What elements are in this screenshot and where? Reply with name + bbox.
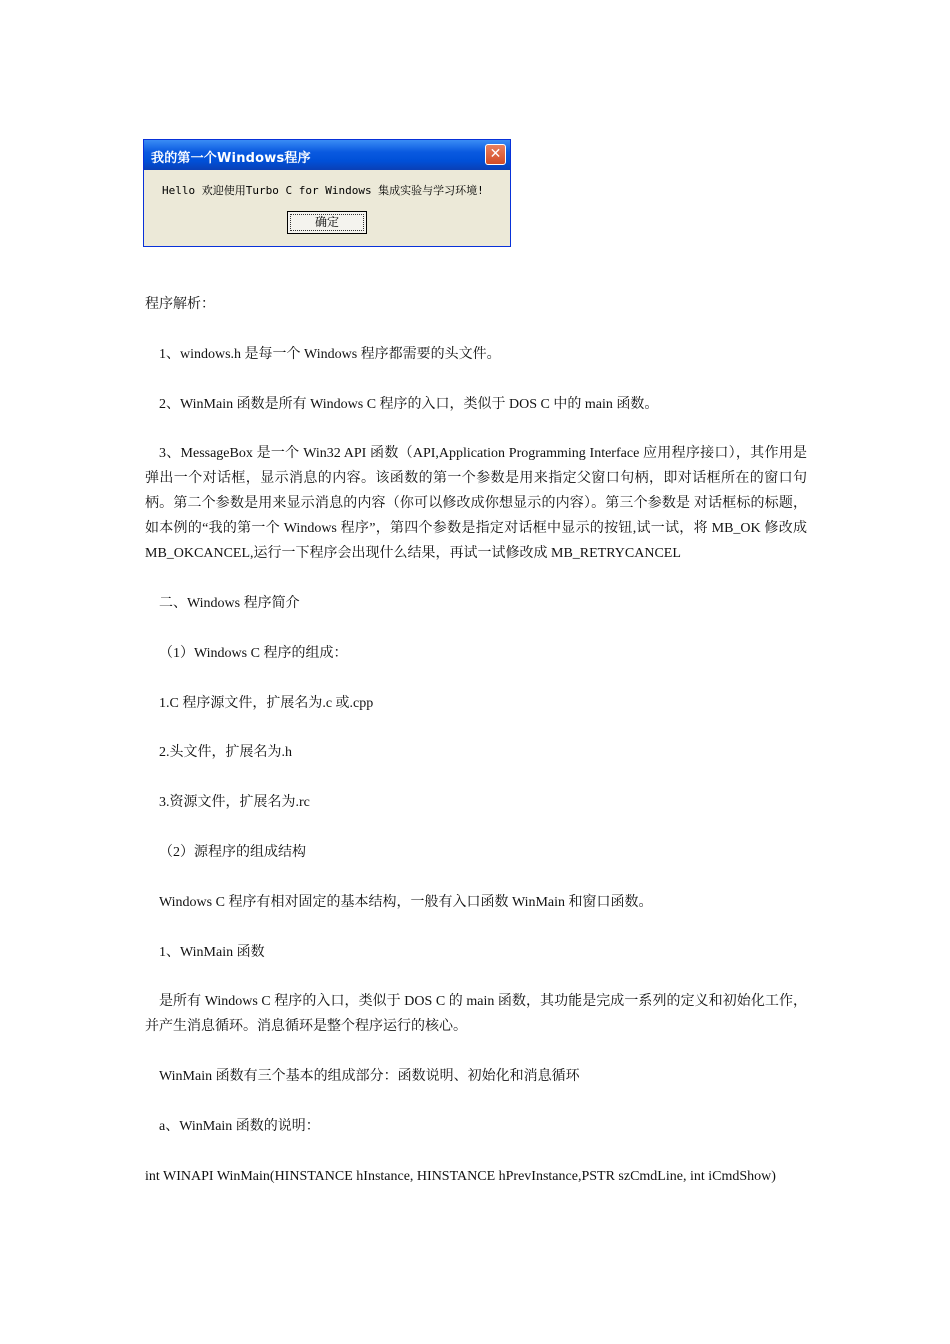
paragraph-winmain-parts: WinMain 函数有三个基本的组成部分：函数说明、初始化和消息循环 [159,1069,580,1084]
dialog-title: 我的第一个Windows程序 [151,151,311,166]
message-box-dialog [143,139,511,247]
close-icon[interactable]: ✕ [485,144,506,165]
subheading-source-structure: （2）源程序的组成结构 [159,845,306,860]
list-item-source-file: 1.C 程序源文件，扩展名为.c 或.cpp [159,696,374,711]
code-winmain-signature: int WINAPI WinMain(HINSTANCE hInstance, HINSTANCE hPrevInstance,PSTR szCmdLine, int iCmdShow) [145,1169,776,1184]
list-item-resource-file: 3.资源文件，扩展名为.rc [159,795,310,810]
paragraph-basic-structure: Windows C 程序有相对固定的基本结构，一般有入口函数 WinMain 和窗口函数。 [159,895,653,910]
subheading-winmain: 1、WinMain 函数 [159,945,265,960]
paragraph-messagebox: 3、MessageBox 是一个 Win32 API 函数（API,Application Programming Interface 应用程序接口），其作用是弹出一个对话框，显示消息的内容。该函数的第一个参数是用来指定父窗口句柄，即对话框所在的窗口句柄。第二个参数是用来显示消息的内容（你可以修改成你想显示的内容）。第三个参数是 对话框标的标题，如本例的“我的第一个 Windows 程序”，第四个参数是指定对话框中显示的按钮,试一试，将 MB_OK 修改成 MB_OKCANCEL,运行一下程序会出现什么结果，再试一试修改成 MB_RETRYCANCEL [145,446,807,561]
dialog-message: Hello 欢迎使用Turbo C for Windows 集成实验与学习环境! [162,184,484,197]
subheading-program-composition: （1）Windows C 程序的组成： [159,646,348,661]
paragraph-windows-h: 1、windows.h 是每一个 Windows 程序都需要的头文件。 [159,347,501,362]
list-item-header-file: 2.头文件，扩展名为.h [159,745,292,760]
paragraph-winmain-entry: 2、WinMain 函数是所有 Windows C 程序的入口，类似于 DOS C 中的 main 函数。 [159,397,659,412]
dialog-title-bar[interactable] [144,140,510,170]
section-heading-analysis: 程序解析： [145,297,215,312]
paragraph-winmain-description: 是所有 Windows C 程序的入口，类似于 DOS C 的 main 函数，其功能是完成一系列的定义和初始化工作，并产生消息循环。消息循环是整个程序运行的核心。 [145,994,807,1034]
ok-button[interactable]: 确定 [287,211,367,234]
subheading-winmain-declaration: a、WinMain 函数的说明： [159,1119,320,1134]
section-heading-windows-intro: 二、Windows 程序简介 [159,596,300,611]
